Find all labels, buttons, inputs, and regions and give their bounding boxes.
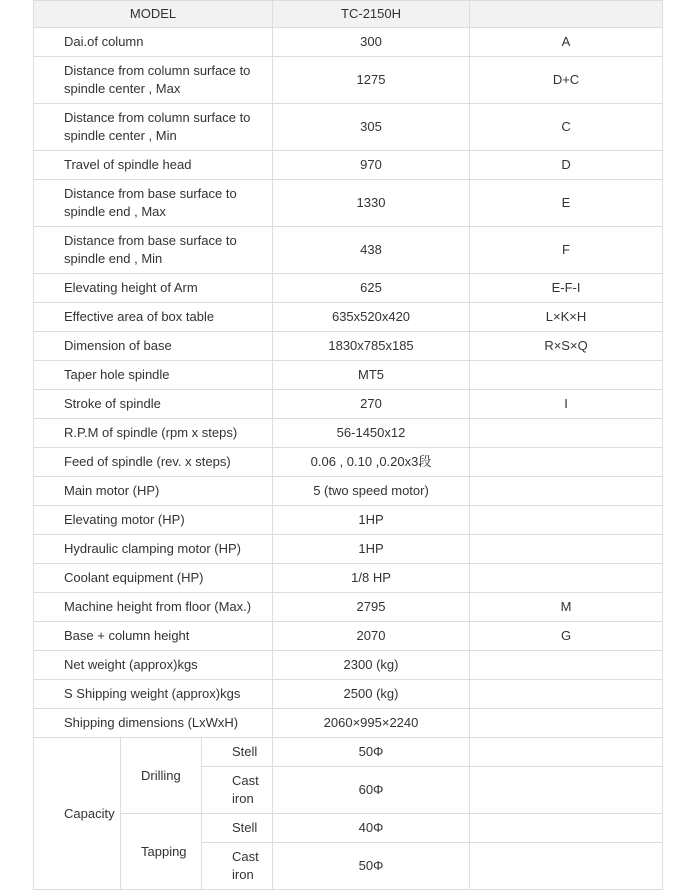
spec-row bbox=[34, 622, 663, 651]
spec-value: 56-1450x12 bbox=[273, 419, 470, 448]
spec-ref: E-F-I bbox=[470, 274, 663, 303]
spec-ref: G bbox=[470, 622, 663, 651]
spec-value: 2795 bbox=[273, 593, 470, 622]
spec-ref bbox=[470, 680, 663, 709]
spec-ref bbox=[470, 709, 663, 738]
spec-row bbox=[34, 564, 663, 593]
tapping-stell-value: 40Φ bbox=[273, 814, 470, 843]
spec-label: Base + column height bbox=[34, 622, 273, 651]
spec-value: 5 (two speed motor) bbox=[273, 477, 470, 506]
spec-value: 625 bbox=[273, 274, 470, 303]
spec-row bbox=[34, 651, 663, 680]
drilling-stell-value: 50Φ bbox=[273, 738, 470, 767]
spec-row bbox=[34, 57, 663, 104]
spec-ref: L×K×H bbox=[470, 303, 663, 332]
tapping-stell-label: Stell bbox=[202, 814, 273, 843]
model-label: MODEL bbox=[34, 1, 273, 28]
spec-label: S Shipping weight (approx)kgs bbox=[34, 680, 273, 709]
spec-label: Travel of spindle head bbox=[34, 151, 273, 180]
spec-label: Taper hole spindle bbox=[34, 361, 273, 390]
spec-row bbox=[34, 28, 663, 57]
spec-value: 1830x785x185 bbox=[273, 332, 470, 361]
spec-label: Elevating motor (HP) bbox=[34, 506, 273, 535]
spec-row bbox=[34, 151, 663, 180]
ref-header bbox=[470, 1, 663, 28]
spec-ref: A bbox=[470, 28, 663, 57]
model-value: TC-2150H bbox=[273, 1, 470, 28]
drilling-stell-label: Stell bbox=[202, 738, 273, 767]
spec-value: 270 bbox=[273, 390, 470, 419]
spec-table bbox=[33, 0, 663, 890]
drilling-label: Drilling bbox=[121, 738, 202, 814]
spec-label: Stroke of spindle bbox=[34, 390, 273, 419]
spec-value: MT5 bbox=[273, 361, 470, 390]
spec-ref: F bbox=[470, 227, 663, 274]
spec-label: Distance from column surface to spindle center , Max bbox=[34, 57, 273, 104]
spec-row bbox=[34, 506, 663, 535]
spec-label: Distance from base surface to spindle end , Max bbox=[34, 180, 273, 227]
spec-label: Feed of spindle (rev. x steps) bbox=[34, 448, 273, 477]
capacity-drilling-stell-row bbox=[34, 738, 663, 767]
spec-value: 1HP bbox=[273, 506, 470, 535]
spec-value: 438 bbox=[273, 227, 470, 274]
spec-ref: D+C bbox=[470, 57, 663, 104]
spec-ref bbox=[470, 448, 663, 477]
spec-ref: R×S×Q bbox=[470, 332, 663, 361]
spec-label: Shipping dimensions (LxWxH) bbox=[34, 709, 273, 738]
capacity-label: Capacity bbox=[34, 738, 121, 890]
capacity-tapping-stell-row bbox=[34, 814, 663, 843]
spec-row bbox=[34, 593, 663, 622]
spec-ref: E bbox=[470, 180, 663, 227]
spec-value: 970 bbox=[273, 151, 470, 180]
spec-value: 305 bbox=[273, 104, 470, 151]
spec-row bbox=[34, 227, 663, 274]
spec-row bbox=[34, 477, 663, 506]
spec-label: Main motor (HP) bbox=[34, 477, 273, 506]
spec-value: 2500 (kg) bbox=[273, 680, 470, 709]
spec-ref: D bbox=[470, 151, 663, 180]
spec-value: 1HP bbox=[273, 535, 470, 564]
tapping-cast-ref bbox=[470, 843, 663, 890]
drilling-cast-label: Cast iron bbox=[202, 767, 273, 814]
header-row bbox=[34, 1, 663, 28]
spec-ref: M bbox=[470, 593, 663, 622]
tapping-stell-ref bbox=[470, 814, 663, 843]
spec-value: 2070 bbox=[273, 622, 470, 651]
spec-label: Dai.of column bbox=[34, 28, 273, 57]
spec-ref: C bbox=[470, 104, 663, 151]
spec-row bbox=[34, 535, 663, 564]
spec-row bbox=[34, 680, 663, 709]
spec-value: 1/8 HP bbox=[273, 564, 470, 593]
spec-value: 635x520x420 bbox=[273, 303, 470, 332]
spec-ref bbox=[470, 564, 663, 593]
spec-ref: I bbox=[470, 390, 663, 419]
spec-value: 0.06 , 0.10 ,0.20x3段 bbox=[273, 448, 470, 477]
spec-ref bbox=[470, 419, 663, 448]
spec-label: Distance from column surface to spindle center , Min bbox=[34, 104, 273, 151]
spec-value: 1330 bbox=[273, 180, 470, 227]
spec-row bbox=[34, 303, 663, 332]
spec-ref bbox=[470, 361, 663, 390]
spec-label: Distance from base surface to spindle end , Min bbox=[34, 227, 273, 274]
spec-ref bbox=[470, 651, 663, 680]
drilling-cast-value: 60Φ bbox=[273, 767, 470, 814]
spec-label: Dimension of base bbox=[34, 332, 273, 361]
spec-row bbox=[34, 104, 663, 151]
spec-row bbox=[34, 332, 663, 361]
spec-label: Hydraulic clamping motor (HP) bbox=[34, 535, 273, 564]
spec-value: 1275 bbox=[273, 57, 470, 104]
spec-label: Machine height from floor (Max.) bbox=[34, 593, 273, 622]
spec-row bbox=[34, 448, 663, 477]
spec-row bbox=[34, 390, 663, 419]
spec-ref bbox=[470, 535, 663, 564]
spec-value: 2060×995×2240 bbox=[273, 709, 470, 738]
drilling-cast-ref bbox=[470, 767, 663, 814]
spec-label: Elevating height of Arm bbox=[34, 274, 273, 303]
spec-label: Effective area of box table bbox=[34, 303, 273, 332]
spec-label: Coolant equipment (HP) bbox=[34, 564, 273, 593]
spec-row bbox=[34, 361, 663, 390]
spec-ref bbox=[470, 477, 663, 506]
spec-row bbox=[34, 180, 663, 227]
spec-value: 300 bbox=[273, 28, 470, 57]
drilling-stell-ref bbox=[470, 738, 663, 767]
tapping-cast-label: Cast iron bbox=[202, 843, 273, 890]
tapping-cast-value: 50Φ bbox=[273, 843, 470, 890]
spec-row bbox=[34, 274, 663, 303]
spec-row bbox=[34, 709, 663, 738]
spec-label: Net weight (approx)kgs bbox=[34, 651, 273, 680]
tapping-label: Tapping bbox=[121, 814, 202, 890]
spec-row bbox=[34, 419, 663, 448]
spec-value: 2300 (kg) bbox=[273, 651, 470, 680]
spec-label: R.P.M of spindle (rpm x steps) bbox=[34, 419, 273, 448]
spec-ref bbox=[470, 506, 663, 535]
